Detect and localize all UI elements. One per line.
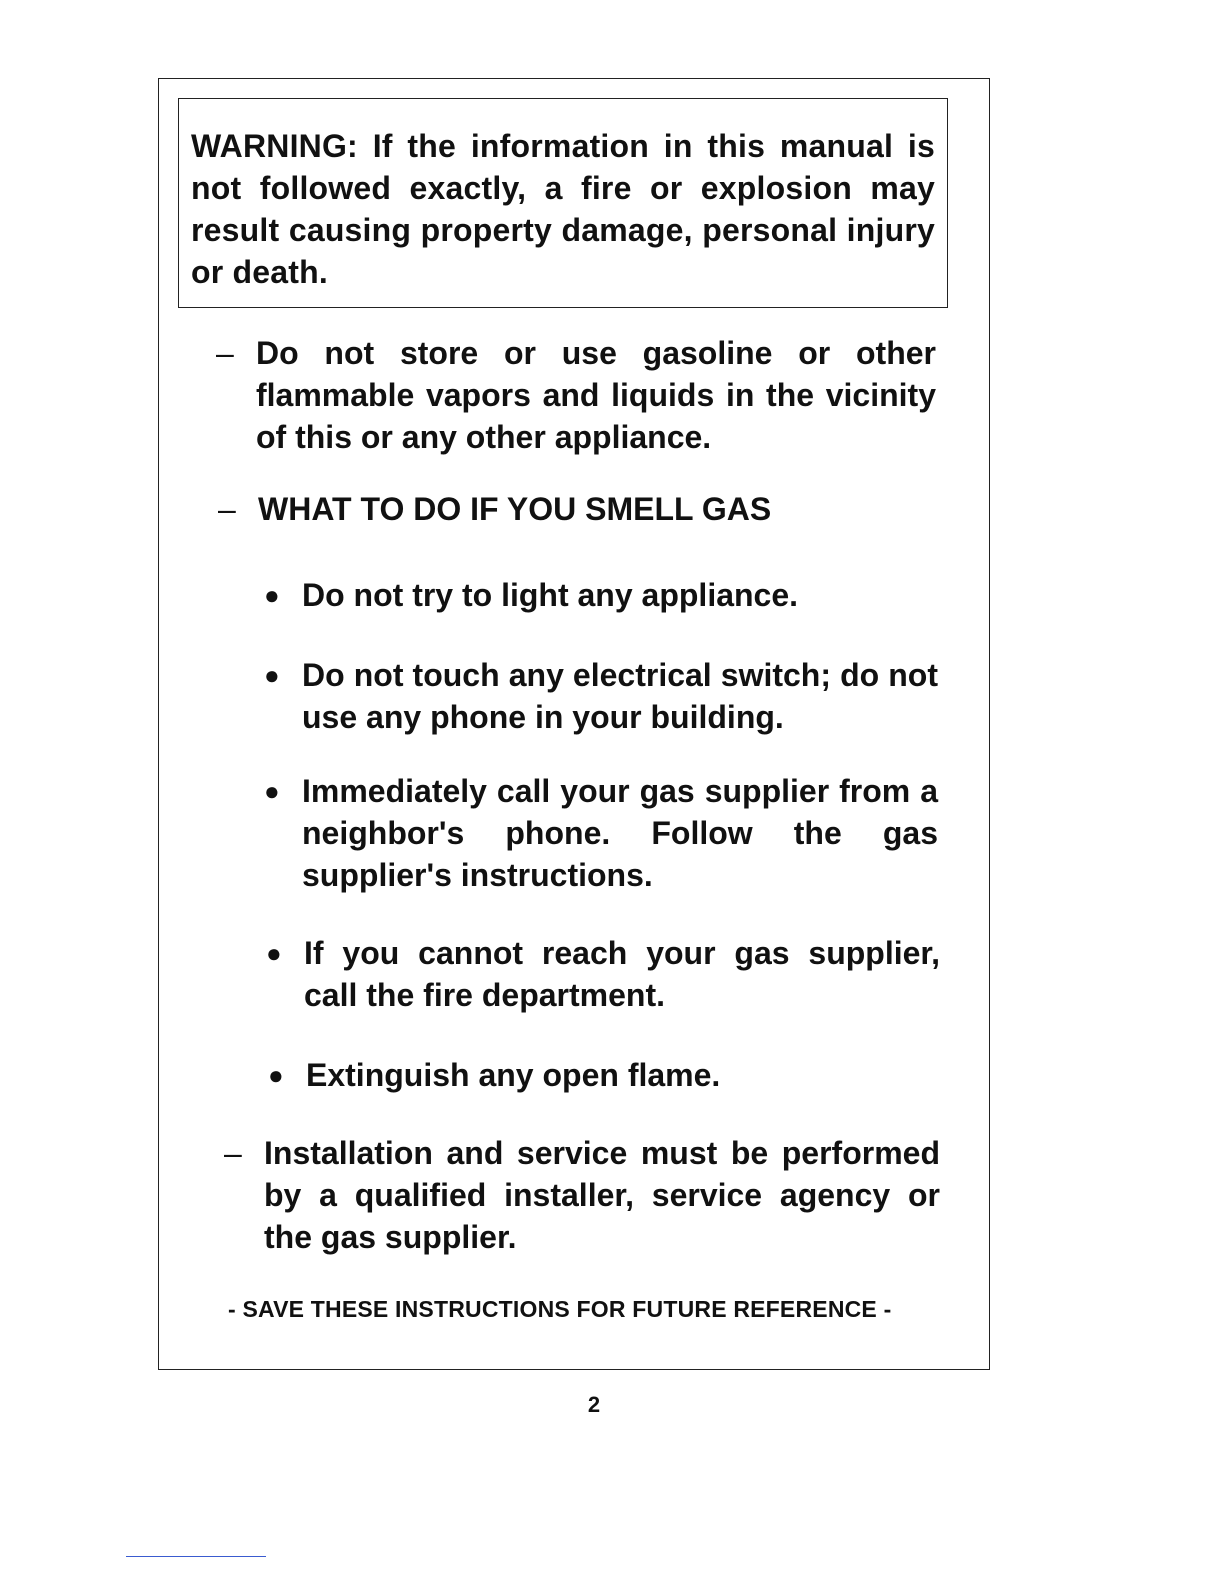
bullet-marker: ● <box>264 660 280 690</box>
bullet-item-no-switch <box>264 654 938 738</box>
warning-text: WARNING: If the information in this manual is not followed exactly, a fire or explosion may result causing property damage, personal injury or death. <box>191 128 935 290</box>
bullet-item-text: Immediately call your gas supplier from a neighbor's phone. Follow the gas supplier's instructions. <box>302 773 938 893</box>
instruction-installation <box>224 1132 940 1258</box>
bullet-item-text: Do not try to light any appliance. <box>302 577 799 613</box>
warning-box <box>178 98 948 308</box>
dash-marker: – <box>216 335 234 371</box>
bullet-marker: ● <box>264 776 280 806</box>
instruction-installation-text: Installation and service must be performed by a qualified installer, service agency or the gas supplier. <box>264 1135 940 1255</box>
heading-smell-gas-text: WHAT TO DO IF YOU SMELL GAS <box>258 491 772 527</box>
dash-marker: – <box>218 491 236 527</box>
instruction-no-gasoline-text: Do not store or use gasoline or other flammable vapors and liquids in the vicinity of this or any other appliance. <box>256 335 936 455</box>
bullet-item-call-supplier <box>264 770 938 896</box>
page-number: 2 <box>587 1392 601 1417</box>
dash-marker: – <box>224 1135 242 1171</box>
instruction-no-gasoline <box>216 332 936 458</box>
bullet-item-extinguish <box>268 1054 942 1096</box>
bullet-item-fire-department <box>266 932 940 1016</box>
bullet-marker: ● <box>264 580 280 610</box>
bullet-marker: ● <box>268 1060 284 1090</box>
bullet-item-text: Do not touch any electrical switch; do not use any phone in your building. <box>302 657 938 735</box>
bullet-item-text: If you cannot reach your gas supplier, call the fire department. <box>304 935 940 1013</box>
bullet-item-no-light <box>264 574 938 616</box>
heading-smell-gas <box>218 488 938 530</box>
footer-rule <box>126 1556 266 1557</box>
bullet-item-text: Extinguish any open flame. <box>306 1057 721 1093</box>
save-instructions-note: - SAVE THESE INSTRUCTIONS FOR FUTURE REFERENCE - <box>228 1296 892 1322</box>
bullet-marker: ● <box>266 938 282 968</box>
